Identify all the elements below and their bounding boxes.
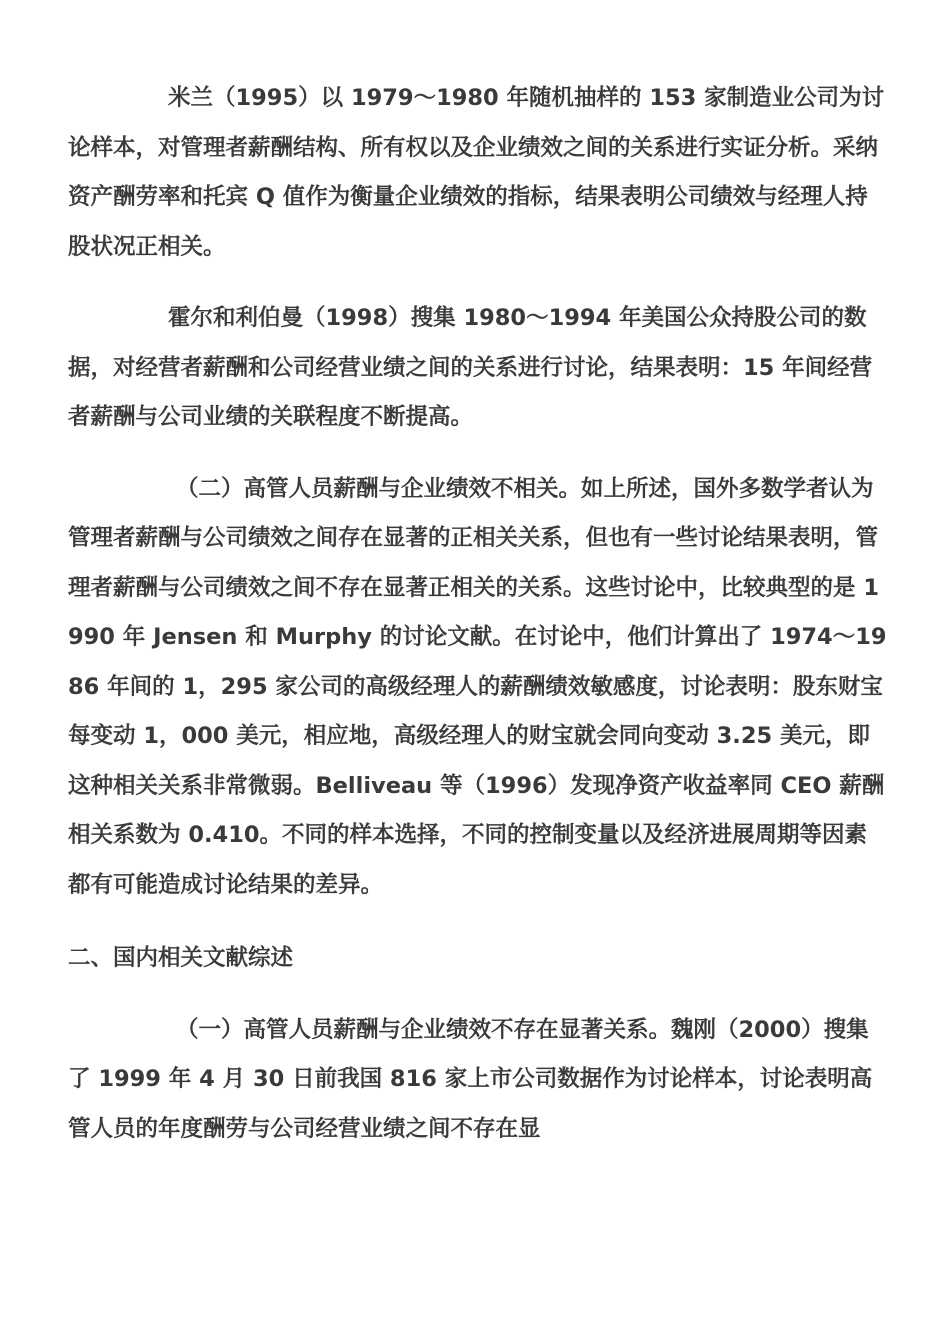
paragraph-wei-gang-study: （一）高管人员薪酬与企业绩效不存在显著关系。魏刚（2000）搜集了 1999 年 4 月 30 日前我国 816 家上市公司数据作为讨论样本，讨论表明高管人员的年度酬劳与公司经营业绩之间不存在显 [68, 1016, 873, 1142]
paragraph-milan-study: 米兰（1995）以 1979～1980 年随机抽样的 153 家制造业公司为讨论样本，对管理者薪酬结构、所有权以及企业绩效之间的关系进行实证分析。采纳资产酬劳率和托宾 Q 值作为衡量企业绩效的指标，结果表明公司绩效与经理人持股状况正相关。 [68, 85, 885, 260]
section-heading-domestic-literature: 二、国内相关文献综述 [68, 945, 294, 971]
paragraph-no-correlation: （二）高管人员薪酬与企业绩效不相关。如上所述，国外多数学者认为管理者薪酬与公司绩效之间存在显著的正相关关系，但也有一些讨论结果表明，管理者薪酬与公司绩效之间不存在显著正相关的关系。这些讨论中，比较典型的是 1990 年 Jensen 和 Murphy 的讨论文献。在讨论中，他们计算出了 1974～1986 年间的 1，295 家公司的高级经理人的薪酬绩效敏感度，讨论表明：股东财宝每变动 1，000 美元，相应地，高级经理人的财宝就会同向变动 3.25 美元，即这种相关关系非常微弱。Belliveau 等（1996）发现净资产收益率同 CEO 薪酬相关系数为 0.410。不同的样本选择，不同的控制变量以及经济进展周期等因素都有可能造成讨论结果的差异。 [68, 475, 887, 898]
document-body [68, 74, 888, 1154]
paragraph-hall-liebman-study: 霍尔和利伯曼（1998）搜集 1980～1994 年美国公众持股公司的数据，对经营者薪酬和公司经营业绩之间的关系进行讨论，结果表明：15 年间经营者薪酬与公司业绩的关联程度不断提高。 [68, 305, 873, 430]
